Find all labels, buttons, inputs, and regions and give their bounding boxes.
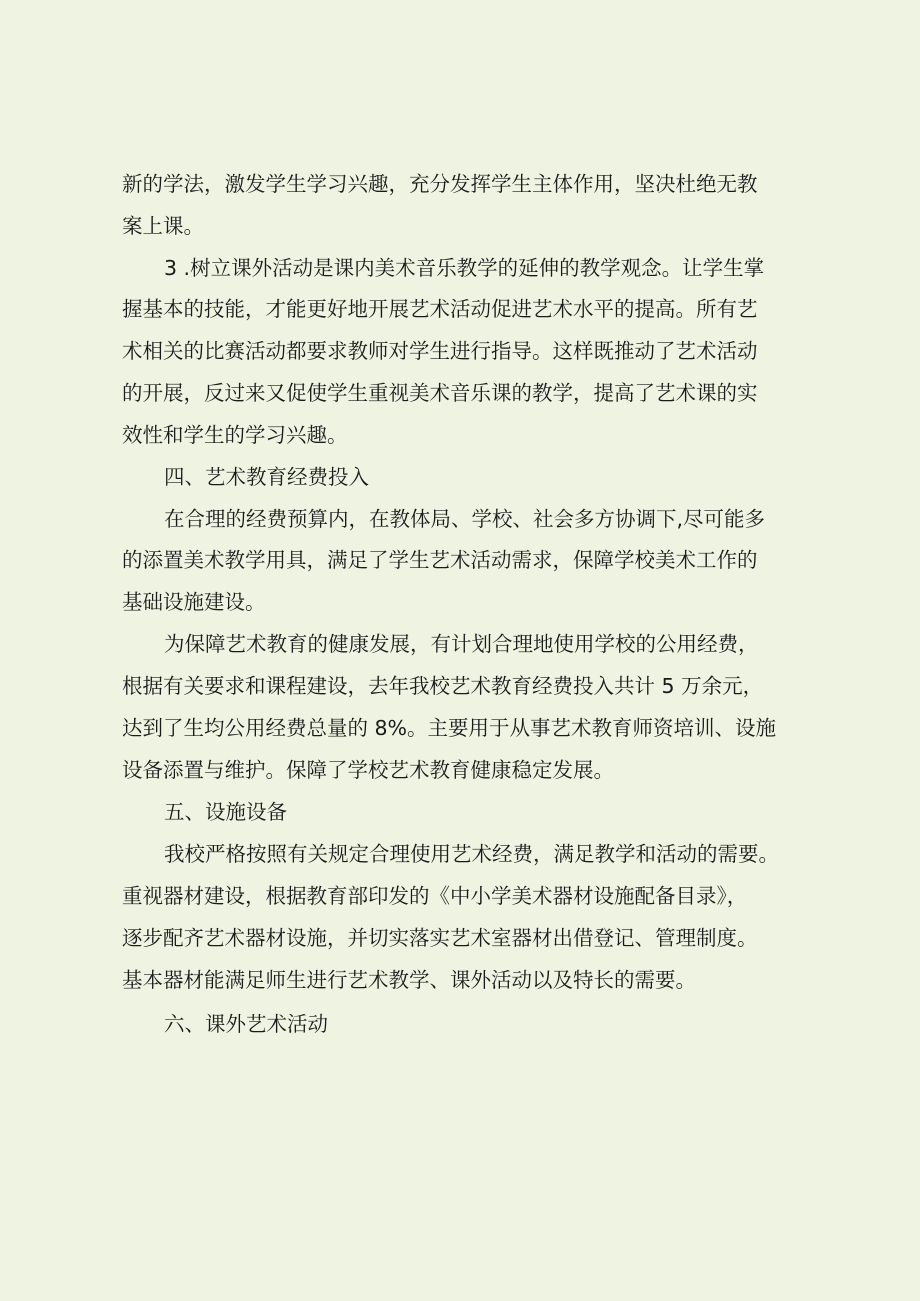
text-line-5: 术相关的比赛活动都要求教师对学生进行指导。这样既推动了艺术活动 (122, 339, 758, 363)
section-heading-6: 六、课外艺术活动 (164, 1012, 328, 1036)
text-line-3: 3 .树立课外活动是课内美术音乐教学的延伸的教学观念。让学生掌 (164, 256, 765, 280)
text-line-4: 握基本的技能，才能更好地开展艺术活动促进艺术水平的提高。所有艺 (122, 297, 758, 321)
section-heading-4: 四、艺术教育经费投入 (164, 465, 369, 489)
text-line-7: 效性和学生的学习兴趣。 (122, 423, 348, 447)
text-line-2: 案上课。 (122, 214, 204, 238)
text-line-1: 新的学法，激发学生学习兴趣，充分发挥学生主体作用，坚决杜绝无教 (122, 172, 758, 196)
text-line-6: 的开展，反过来又促使学生重视美术音乐课的教学，提高了艺术课的实 (122, 381, 758, 405)
section-heading-5: 五、设施设备 (164, 800, 287, 824)
text-line-19: 逐步配齐艺术器材设施，并切实落实艺术室器材出借登记、管理制度。 (122, 926, 758, 950)
text-line-15: 设备添置与维护。保障了学校艺术教育健康稳定发展。 (122, 758, 614, 782)
text-line-20: 基本器材能满足师生进行艺术教学、课外活动以及特长的需要。 (122, 968, 696, 992)
text-line-18: 重视器材建设，根据教育部印发的《中小学美术器材设施配备目录》， (122, 884, 748, 908)
text-line-12: 为保障艺术教育的健康发展，有计划合理地使用学校的公用经费， (164, 632, 759, 656)
text-line-10: 的添置美术教学用具，满足了学生艺术活动需求，保障学校美术工作的 (122, 548, 758, 572)
text-line-13: 根据有关要求和课程建设，去年我校艺术教育经费投入共计 5 万余元， (122, 674, 764, 698)
text-line-11: 基础设施建设。 (122, 590, 266, 614)
text-line-9: 在合理的经费预算内，在教体局、学校、社会多方协调下,尽可能多 (164, 507, 766, 531)
text-line-14: 达到了生均公用经费总量的 8%。主要用于从事艺术教育师资培训、设施 (122, 716, 777, 740)
text-line-17: 我校严格按照有关规定合理使用艺术经费，满足教学和活动的需要。 (164, 842, 779, 866)
